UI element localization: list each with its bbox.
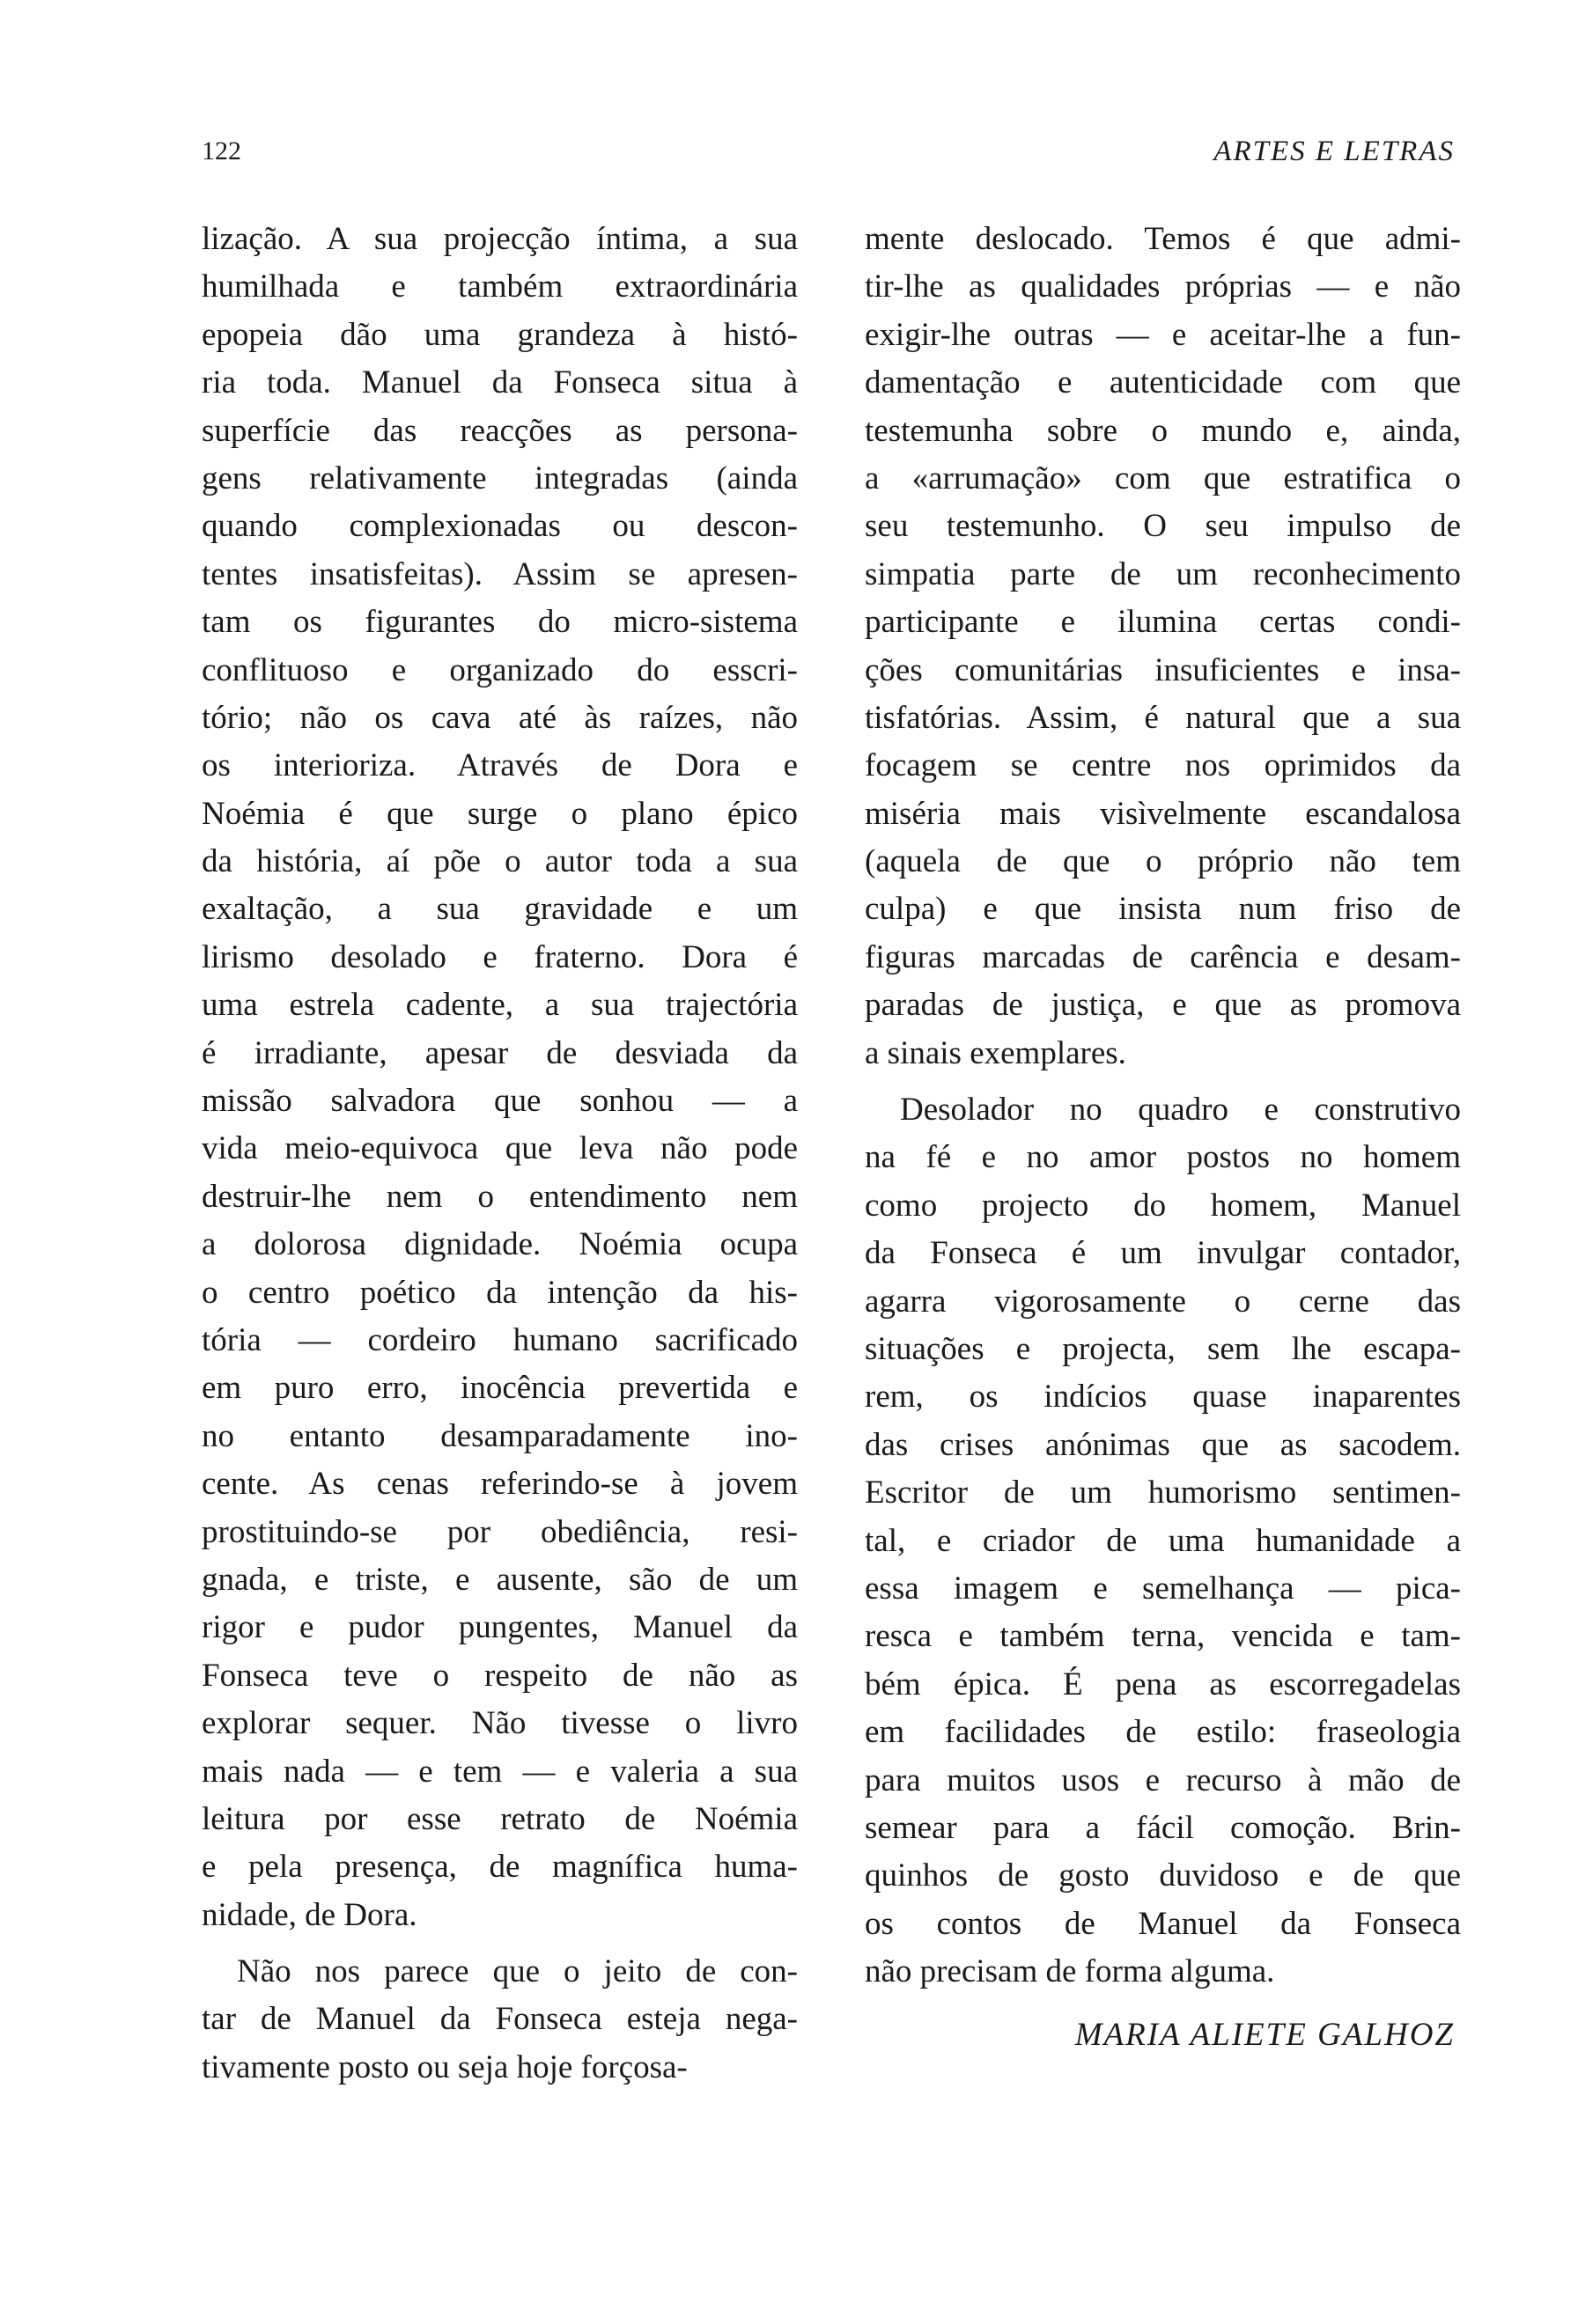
text-line: nidade, de Dora. (202, 1896, 417, 1933)
text-line: humilhada e também extraordinária (202, 268, 798, 305)
text-line: figuras marcadas de carência e desam- (865, 938, 1461, 975)
text-line: rem, os indícios quase inaparentes (865, 1379, 1461, 1416)
text-line: Noémia é que surge o plano épico (202, 795, 798, 832)
text-line: da Fonseca é um invulgar contador, (865, 1235, 1461, 1272)
text-line: (aquela de que o próprio não tem (865, 843, 1461, 880)
text-line: Desolador no quadro e construtivo (900, 1092, 1461, 1129)
text-line: resca e também terna, vencida e tam- (865, 1618, 1461, 1655)
text-line: situações e projecta, sem lhe escapa- (865, 1330, 1461, 1367)
text-line: superfície das reacções as persona- (202, 412, 798, 449)
text-line: no entanto desamparadamente ino- (202, 1417, 798, 1454)
text-line: rigor e pudor pungentes, Manuel da (202, 1609, 798, 1646)
text-line: na fé e no amor postos no homem (865, 1139, 1461, 1176)
text-line: lirismo desolado e fraterno. Dora é (202, 938, 798, 975)
text-line: lização. A sua projecção íntima, a sua (202, 221, 798, 257)
text-line: destruir-lhe nem o entendimento nem (202, 1178, 798, 1215)
left-column (202, 216, 798, 2092)
running-head: ARTES E LETRAS (1213, 136, 1455, 167)
text-line: o centro poético da intenção da his- (202, 1274, 798, 1311)
text-line: tar de Manuel da Fonseca esteja nega- (202, 2001, 798, 2038)
paragraph-gap (202, 1939, 798, 1948)
text-line: gnada, e triste, e ausente, são de um (202, 1561, 798, 1598)
text-line: e pela presença, de magnífica huma- (202, 1849, 798, 1886)
text-line: prostituindo-se por obediência, resi- (202, 1513, 798, 1550)
text-line: como projecto do homem, Manuel (865, 1187, 1461, 1224)
text-line: os interioriza. Através de Dora e (202, 747, 798, 784)
text-line: exaltação, a sua gravidade e um (202, 891, 798, 928)
text-line: agarra vigorosamente o cerne das (865, 1283, 1461, 1320)
text-line: miséria mais visìvelmente escandalosa (865, 795, 1461, 832)
text-line: vida meio-equivoca que leva não pode (202, 1130, 798, 1167)
text-line: a «arrumação» com que estratifica o (865, 460, 1461, 496)
text-line: ria toda. Manuel da Fonseca situa à (202, 364, 798, 401)
text-line: em puro erro, inocência prevertida e (202, 1370, 798, 1407)
text-line: em facilidades de estilo: fraseologia (865, 1714, 1461, 1751)
text-line: simpatia parte de um reconhecimento (865, 555, 1461, 592)
paragraph-gap (865, 1077, 1461, 1086)
text-line: culpa) e que insista num friso de (865, 891, 1461, 928)
text-line: tivamente posto ou seja hoje forçosa- (202, 2048, 688, 2085)
text-line: quinhos de gosto duvidoso e de que (865, 1857, 1461, 1894)
text-line: gens relativamente integradas (ainda (202, 460, 798, 496)
text-line: Escritor de um humorismo sentimen- (865, 1475, 1461, 1511)
text-line: mente deslocado. Temos é que admi- (865, 221, 1461, 257)
page-number: 122 (202, 136, 241, 165)
text-line: da história, aí põe o autor toda a sua (202, 843, 798, 880)
text-line: os contos de Manuel da Fonseca (865, 1905, 1461, 1942)
text-line: tentes insatisfeitas). Assim se apresen- (202, 555, 798, 592)
text-line: não precisam de forma alguma. (865, 1953, 1275, 1990)
text-line: mais nada — e tem — e valeria a sua (202, 1753, 798, 1790)
text-line: tisfatórias. Assim, é natural que a sua (865, 699, 1461, 736)
text-line: tória — cordeiro humano sacrificado (202, 1321, 798, 1358)
text-line: paradas de justiça, e que as promova (865, 987, 1461, 1024)
text-line: Fonseca teve o respeito de não as (202, 1657, 798, 1694)
text-line: seu testemunho. O seu impulso de (865, 508, 1461, 545)
text-line: a dolorosa dignidade. Noémia ocupa (202, 1226, 798, 1263)
text-line: damentação e autenticidade com que (865, 364, 1461, 401)
author-signature: MARIA ALIETE GALHOZ (1074, 2017, 1455, 2053)
text-line: testemunha sobre o mundo e, ainda, (865, 412, 1461, 449)
text-line: para muitos usos e recurso à mão de (865, 1761, 1461, 1798)
text-line: tal, e criador de uma humanidade a (865, 1522, 1461, 1559)
text-line: tir-lhe as qualidades próprias — e não (865, 268, 1461, 305)
text-line: ções comunitárias insuficientes e insa- (865, 651, 1461, 688)
text-line: missão salvadora que sonhou — a (202, 1083, 798, 1120)
text-line: tam os figurantes do micro-sistema (202, 604, 798, 641)
text-line: Não nos parece que o jeito de con- (237, 1953, 798, 1990)
text-line: das crises anónimas que as sacodem. (865, 1426, 1461, 1463)
text-line: leitura por esse retrato de Noémia (202, 1800, 798, 1837)
text-line: essa imagem e semelhança — pica- (865, 1570, 1461, 1607)
text-line: semear para a fácil comoção. Brin- (865, 1809, 1461, 1846)
text-line: quando complexionadas ou descon- (202, 508, 798, 545)
text-line: exigir-lhe outras — e aceitar-lhe a fun- (865, 316, 1461, 353)
text-line: a sinais exemplares. (865, 1034, 1126, 1071)
text-line: conflituoso e organizado do esscri- (202, 651, 798, 688)
text-line: uma estrela cadente, a sua trajectória (202, 987, 798, 1024)
text-line: tório; não os cava até às raízes, não (202, 699, 798, 736)
text-line: cente. As cenas referindo-se à jovem (202, 1466, 798, 1503)
text-line: epopeia dão uma grandeza à histó- (202, 316, 798, 353)
text-line: participante e ilumina certas condi- (865, 604, 1461, 641)
text-line: focagem se centre nos oprimidos da (865, 747, 1461, 784)
right-column (865, 216, 1461, 1996)
text-line: bém épica. É pena as escorregadelas (865, 1666, 1461, 1703)
text-line: é irradiante, apesar de desviada da (202, 1034, 798, 1071)
text-line: explorar sequer. Não tivesse o livro (202, 1705, 798, 1742)
